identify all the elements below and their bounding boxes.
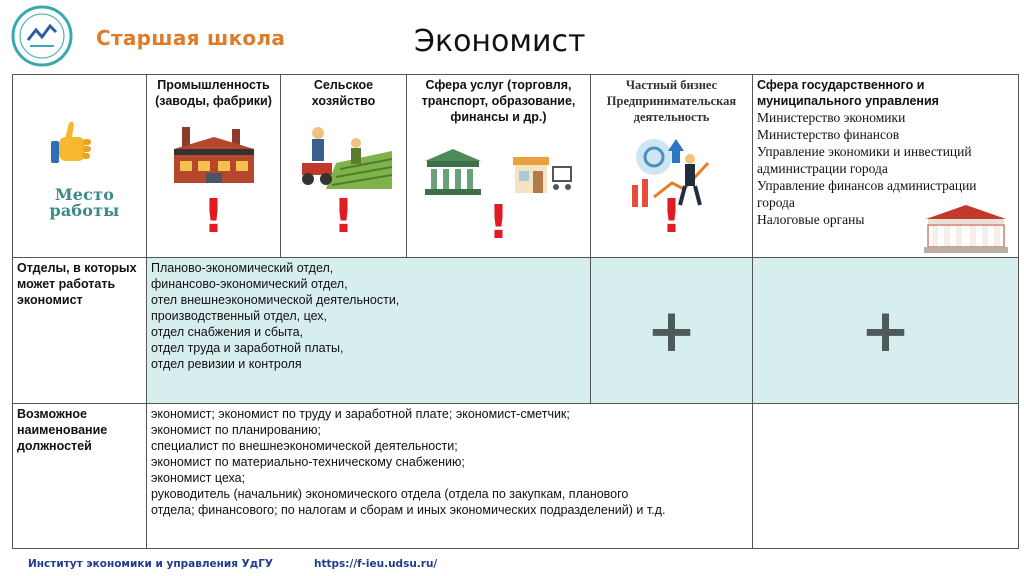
col-industry bbox=[147, 75, 281, 258]
government-building-icon bbox=[920, 203, 1012, 255]
gov-positions-cell bbox=[753, 404, 1019, 549]
department-item: финансово-экономический отдел, bbox=[151, 277, 348, 291]
gov-item: Министерство экономики bbox=[757, 110, 906, 125]
gov-item: Управление финансов администрации города bbox=[757, 178, 977, 210]
col-private-business bbox=[591, 75, 753, 258]
col-private-business-title: Частный бизнес Предпринимательская деятельность bbox=[606, 78, 737, 124]
col-industry-title: Промышленность (заводы, фабрики) bbox=[155, 78, 272, 108]
positions-cell bbox=[147, 404, 753, 549]
exclamation-mark: ! bbox=[333, 189, 354, 243]
row-positions-label: Возможное наименование должностей bbox=[13, 404, 147, 549]
col-agriculture bbox=[281, 75, 407, 258]
career-table bbox=[12, 74, 1019, 549]
department-item: производственный отдел, цех, bbox=[151, 309, 328, 323]
factory-icon bbox=[168, 123, 260, 187]
plus-icon: + bbox=[646, 295, 697, 366]
gov-item: Налоговые органы bbox=[757, 212, 865, 227]
position-item: экономист по планированию; bbox=[151, 423, 322, 437]
departments-cell bbox=[147, 258, 591, 404]
page-title: Экономист bbox=[414, 24, 586, 59]
col-services-title: Сфера услуг (торговля, транспорт, образование, финансы и др.) bbox=[421, 78, 576, 124]
footer-url[interactable]: https://f-ieu.udsu.ru/ bbox=[314, 558, 438, 570]
row-departments-label: Отделы, в которых может работать экономист bbox=[13, 258, 147, 404]
footer-institute: Институт экономики и управления УдГУ bbox=[28, 558, 274, 570]
col-government-title: Сфера государственного и муниципального управления bbox=[757, 78, 939, 108]
bank-shop-icon bbox=[419, 147, 579, 197]
position-item: руководитель (начальник) экономического отдела (отдела по закупкам, планового bbox=[151, 487, 629, 501]
place-of-work-cell bbox=[13, 75, 147, 258]
department-item: отдел снабжения и сбыта, bbox=[151, 325, 304, 339]
position-item: специалист по внешнеэкономической деятельности; bbox=[151, 439, 458, 453]
department-item: отдел ревизии и контроля bbox=[151, 357, 302, 371]
department-item: Планово-экономический отдел, bbox=[151, 261, 334, 275]
plus-icon: + bbox=[860, 295, 911, 366]
thumbs-up-icon bbox=[43, 115, 99, 171]
col-agriculture-title: Сельское хозяйство bbox=[311, 78, 376, 108]
col-government bbox=[753, 75, 1019, 258]
farm-icon bbox=[296, 123, 392, 191]
exclamation-mark: ! bbox=[661, 189, 682, 243]
position-item: экономист цеха; bbox=[151, 471, 246, 485]
school-label: Старшая школа bbox=[96, 26, 286, 50]
exclamation-mark: ! bbox=[488, 195, 509, 249]
gov-departments-cell bbox=[753, 258, 1019, 404]
private-departments-cell bbox=[591, 258, 753, 404]
department-item: отдел труда и заработной платы, bbox=[151, 341, 344, 355]
gov-item: Министерство финансов bbox=[757, 127, 900, 142]
position-item: экономист по материально-техническому снабжению; bbox=[151, 455, 465, 469]
university-logo bbox=[10, 4, 74, 68]
gov-item: Управление экономики и инвестиций администрации города bbox=[757, 144, 972, 176]
department-item: отел внешнеэкономической деятельности, bbox=[151, 293, 400, 307]
position-item: экономист; экономист по труду и заработной плате; экономист-сметчик; bbox=[151, 407, 570, 421]
exclamation-mark: ! bbox=[203, 189, 224, 243]
place-of-work-label: Место работы bbox=[49, 185, 120, 220]
position-item: отдела; финансового; по налогам и сборам и иных экономических подразделений) и т.д. bbox=[151, 503, 666, 517]
col-services bbox=[407, 75, 591, 258]
